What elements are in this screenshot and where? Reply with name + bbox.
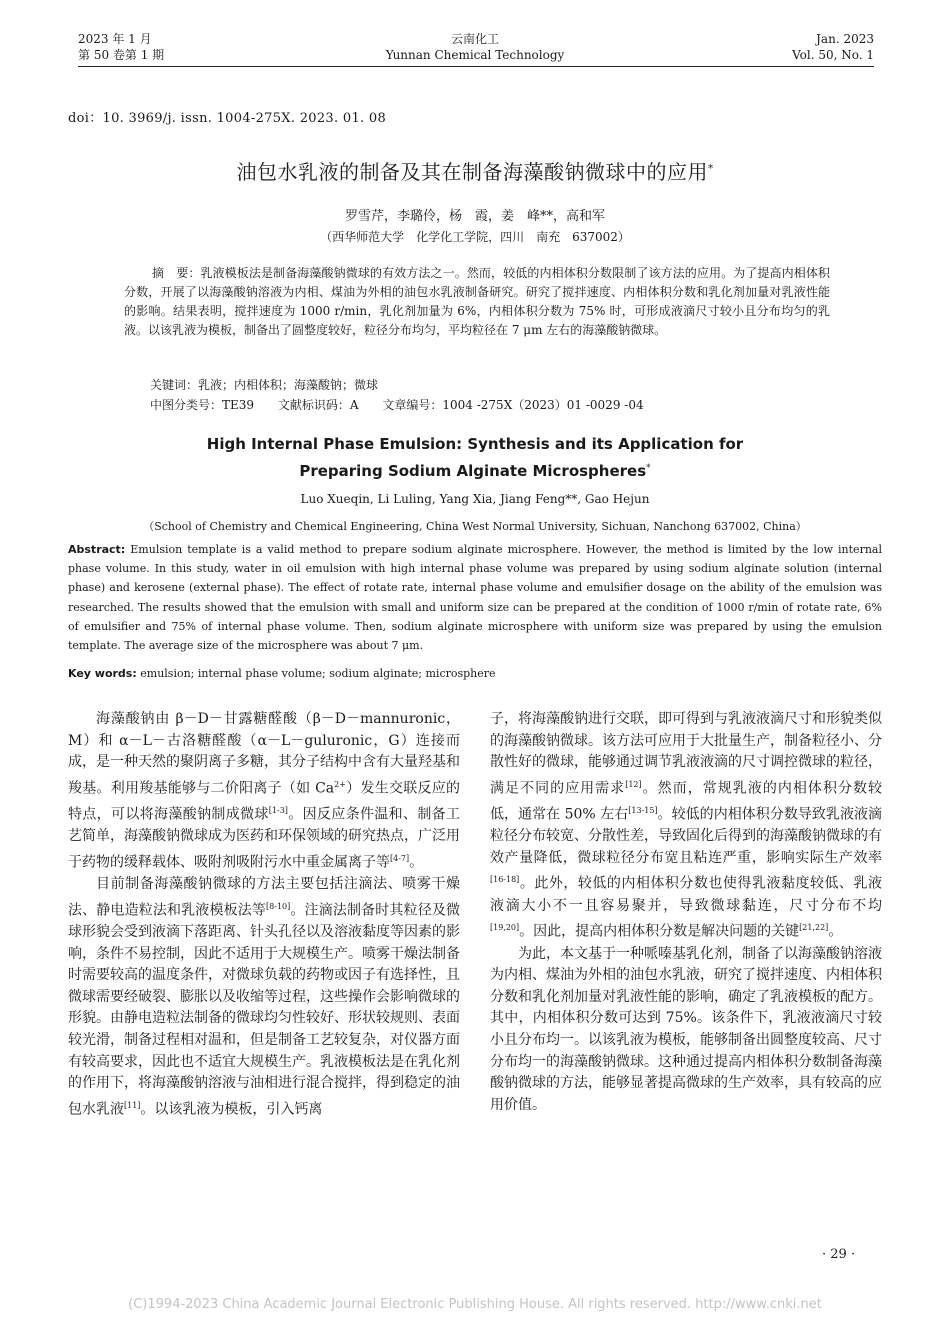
- affiliation-en: （School of Chemistry and Chemical Engineering, China West Normal University, Sichuan, Nanchong 637002, China）: [143, 520, 807, 533]
- keywords-en-label: Key words:: [68, 667, 137, 680]
- header-right-line1: Jan. 2023: [816, 32, 874, 46]
- header-left-line2: 第 50 卷第 1 期: [78, 48, 165, 62]
- clc-number: 中图分类号：TE39: [150, 398, 255, 412]
- body-text: 。因反应条件温和、制备工艺简单，海藻酸钠微球成为医药和环保领域的研究热点，广泛用于药物的缓释载体、吸附剂吸附污水中重金属离子等: [68, 806, 461, 871]
- affiliation-cn: （西华师范大学 化学化工学院，四川 南充 637002）: [320, 230, 630, 244]
- body-text: 。此外，较低的内相体积分数也使得乳液黏度较低、乳液液滴大小不一且容易聚并，导致微球黏连，尺寸分布不均: [490, 876, 882, 914]
- authors-cn: 罗雪芹，李璐伶，杨 霞，姜 峰**，高和军: [344, 209, 605, 224]
- header-rule: [78, 66, 874, 67]
- body-text: 海藻酸钠由 β－D－甘露糖醛酸（β－D－mannuronic，M）和 α－L－古洛糖醛酸（α－L－guluronic，G）连接而成，是一种天然的聚阴离子多糖，其分子结构中含有大量羟基和羧基。利用羧基能够与二价阳离子（如 Ca: [68, 711, 460, 797]
- abstract-en-text: Emulsion template is a valid method to prepare sodium alginate microsphere. However, the method is limited by the low internal phase volume. In this study, water in oil emulsion with high internal phase volume was prepared by using sodium alginate solution (internal phase) and kerosene (external phase). The effect of rotate rate, internal phase volume and emulsifier dosage on the ability of the emulsion was researched. The results showed that the emulsion with small and uniform size can be prepared at the condition of 1000 r/min of rotate rate, 6% of emulsifier and 75% of internal phase volume. Then, sodium alginate microsphere with uniform size was prepared by using the emulsion template. The average size of the microsphere was about 7 μm.: [68, 543, 882, 653]
- article-number: 文章编号：1004 -275X（2023）01 -0029 -04: [382, 398, 644, 412]
- body-text: 。以该乳液为模板，引入钙离: [140, 1101, 323, 1118]
- body-paragraph: [490, 709, 882, 944]
- abstract-en: [68, 540, 882, 655]
- header-journal-en: Yunnan Chemical Technology: [385, 48, 565, 62]
- keywords-cn: [150, 376, 378, 393]
- document-code: 文献标识码：A: [277, 398, 359, 412]
- title-en-line2: Preparing Sodium Alginate Microspheres: [299, 462, 647, 480]
- keywords-cn-label: 关键词：: [150, 378, 199, 392]
- authors-en: Luo Xueqin, Li Luling, Yang Xia, Jiang Feng**, Gao Hejun: [300, 492, 650, 506]
- body-text: ）发生交联反应的特点，可以将海藻酸钠制成微球: [68, 780, 460, 823]
- body-column-right: [490, 709, 882, 1116]
- abstract-cn: [124, 264, 830, 340]
- title-cn-text: 油包水乳液的制备及其在制备海藻酸钠微球中的应用: [236, 160, 708, 184]
- keywords-en: [68, 667, 496, 680]
- body-text: 。注滴法制备时其粒径及微球形貌会受到液滴下落距离、针头孔径以及溶液黏度等因素的影响，条件不易控制，因此不适用于大规模生产。喷雾干燥法制备时需要较高的温度条件，对微球负载的药物或因子有选择性，且微球需要经破裂、膨胀以及收缩等过程，这些操作会影响微球的形貌。由静电造粒法制备的微球均匀性较好、形状较规则、表面较光滑，制备过程相对温和，但是制备工艺较复杂，对仪器方面有较高要求，因此也不适宜大规模生产。乳液模板法是在乳化剂的作用下，将海藻酸钠溶液与油相进行混合搅拌，得到稳定的油包水乳液: [68, 902, 461, 1118]
- body-paragraph: [490, 944, 882, 1117]
- citation-ref: [19,20]: [490, 923, 520, 933]
- citation-ref: [13-15]: [628, 806, 658, 816]
- citation-ref: [21,22]: [799, 923, 829, 933]
- body-text: 为此，本文基于一种哌嗪基乳化剂，制备了以海藻酸钠溶液为内相、煤油为外相的油包水乳液，研究了搅拌速度、内相体积分数和乳化剂加量对乳液性能的影响，确定了乳液模板的配方。其中，内相体积分数可达到 75%。该条件下，乳液液滴尺寸较小且分布均一。以该乳液为模板，能够制备出圆整度较高、尺寸分布均一的海藻酸钠微球。这种通过提高内相体积分数制备海藻酸钠微球的方法，能够显著提高微球的生产效率，具有较高的应用价值。: [490, 945, 882, 1113]
- doi: doi：10. 3969/j. issn. 1004-275X. 2023. 01. 08: [68, 111, 387, 126]
- keywords-cn-text: 乳液；内相体积；海藻酸钠；微球: [198, 378, 379, 392]
- header-journal-cn: 云南化工: [450, 32, 499, 46]
- page-number: · 29 ·: [822, 1247, 856, 1262]
- citation-ref: [8-10]: [266, 901, 291, 911]
- citation-ref: [16-18]: [490, 875, 520, 885]
- paper-title-en: [0, 432, 950, 483]
- body-text: 目前制备海藻酸钠微球的方法主要包括注滴法、喷雾干燥法、静电造粒法和乳液模板法等: [68, 876, 460, 919]
- body-column-left: [68, 709, 460, 1121]
- body-text: 。因此，提高内相体积分数是解决问题的关键: [519, 923, 800, 940]
- body-text: 。然而，常规乳液的内相体积分数较低，通常在 50% 左右: [490, 780, 883, 823]
- keywords-en-text: emulsion; internal phase volume; sodium alginate; microsphere: [136, 667, 496, 680]
- body-text: 。: [409, 854, 424, 871]
- body-paragraph: [68, 874, 460, 1121]
- title-en-mark: *: [646, 463, 651, 473]
- citation-ref: [4-7]: [390, 853, 410, 863]
- header-left-line1: 2023 年 1 月: [78, 32, 152, 46]
- header-volume: [792, 31, 874, 63]
- body-text: 。: [828, 923, 843, 940]
- classification-line: [150, 396, 664, 413]
- abstract-cn-text: 乳液模板法是制备海藻酸钠微球的有效方法之一。然而，较低的内相体积分数限制了该方法的应用。为了提高内相体积分数，开展了以海藻酸钠溶液为内相、煤油为外相的油包水乳液制备研究。研究了搅拌速度、内相体积分数和乳化剂加量对乳液性能的影响。结果表明，搅拌速度为 1000 r/min，乳化剂加量为 6%，内相体积分数为 75% 时，可形成液滴尺寸较小且分布均匀的乳液。以该乳液为模板，制备出了圆整度较好，粒径分布均匀，平均粒径在 7 μm 左右的海藻酸钠微球。: [124, 266, 830, 337]
- title-en-line1: High Internal Phase Emulsion: Synthesis and its Application for: [206, 435, 744, 453]
- paper-title-cn: [0, 156, 950, 185]
- abstract-cn-label: 摘 要：: [152, 266, 201, 280]
- cnki-footer: (C)1994-2023 China Academic Journal Electronic Publishing House. All rights reserved. http://www.cnki.net: [128, 1297, 822, 1312]
- header-right-line2: Vol. 50, No. 1: [792, 48, 874, 62]
- body-text: 子，将海藻酸钠进行交联，即可得到与乳液液滴尺寸和形貌类似的海藻酸钠微球。该方法可应用于大批量生产，制备粒径小、分散性好的微球，能够通过调节乳液液滴的尺寸调控微球的粒径，满足不同的应用需求: [490, 711, 882, 797]
- abstract-en-label: Abstract:: [68, 543, 126, 556]
- body-text: 。较低的内相体积分数导致乳液液滴粒径分布较宽、分散性差，导致固化后得到的海藻酸钠微球的有效产量降低，微球粒径分布宽且粘连严重，影响实际生产效率: [490, 806, 882, 866]
- title-cn-mark: *: [708, 163, 714, 175]
- citation-ref: [1-3]: [268, 806, 288, 816]
- superscript: 2+: [334, 779, 346, 789]
- citation-ref: [11]: [124, 1100, 141, 1110]
- body-paragraph: [68, 709, 460, 874]
- citation-ref: [12]: [625, 779, 642, 789]
